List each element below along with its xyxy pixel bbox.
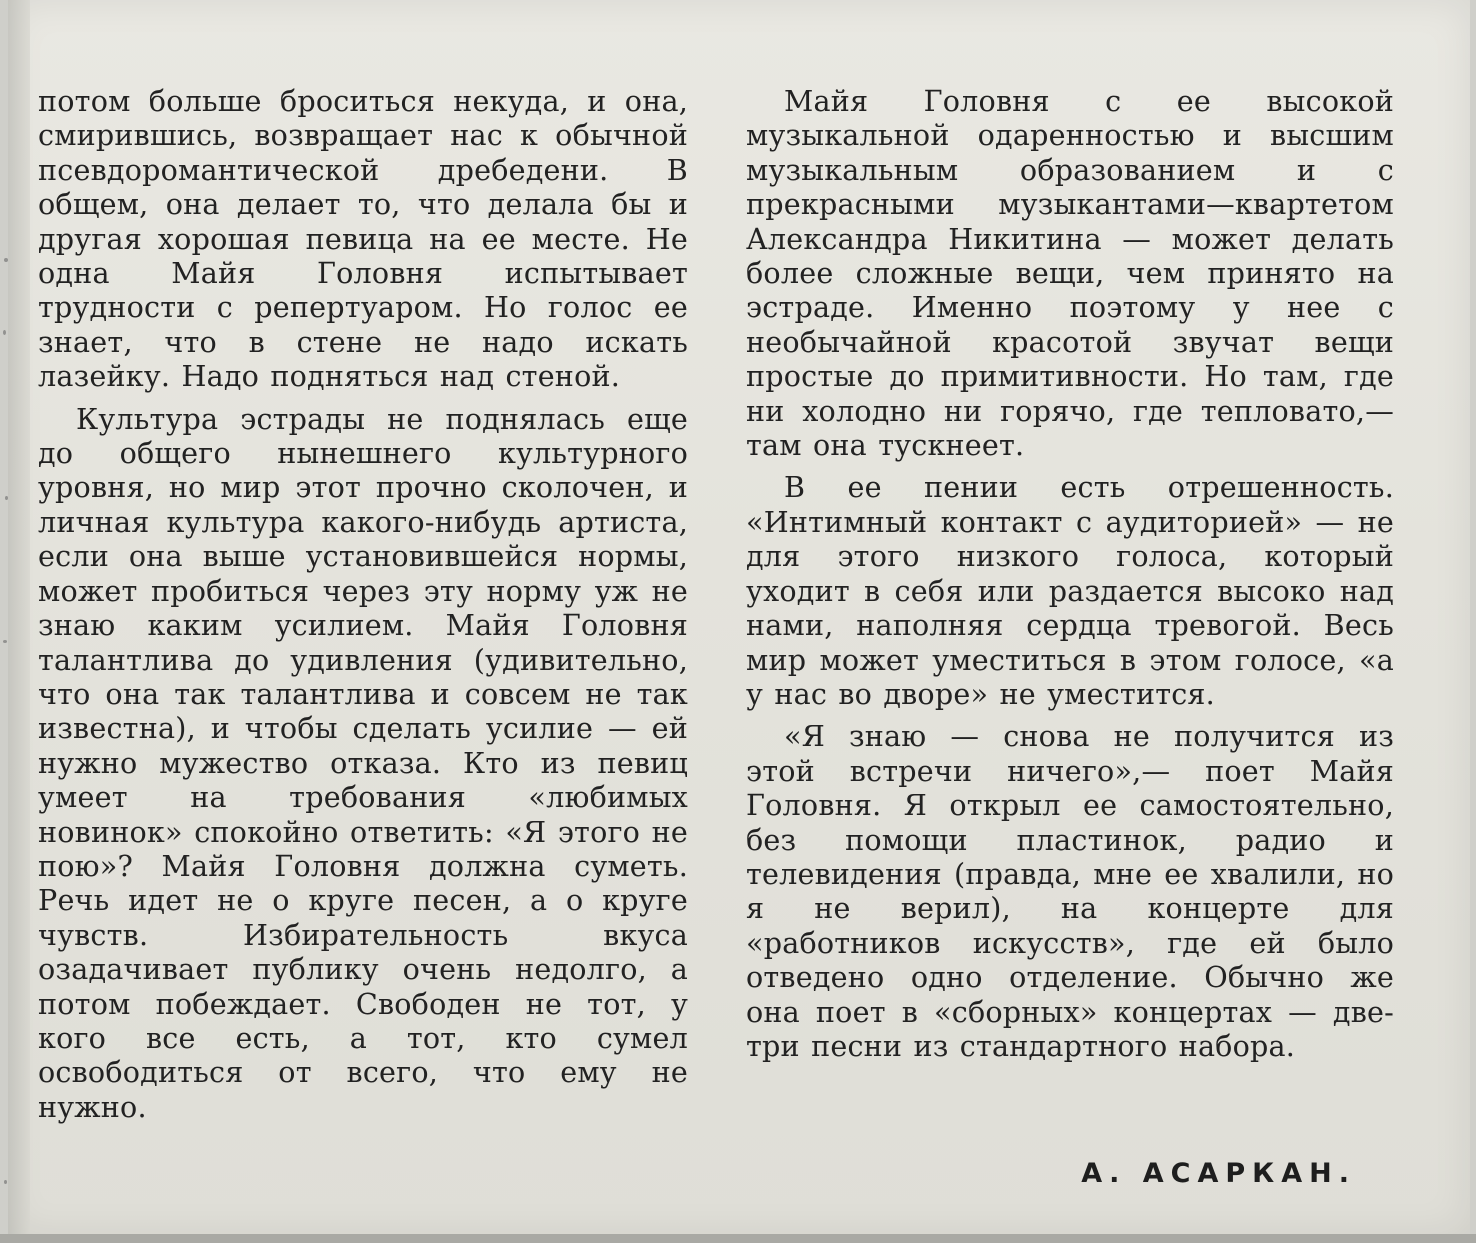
right-paragraph-2: В ее пении есть отрешенность. «Интимный контакт с аудиторией» — не для этого низкого голоса, который уходит в себя или раздается высоко над нами, наполняя сердца тревогой. Весь мир может уместиться в этом голосе, «а у нас во дворе» не уместится.	[746, 470, 1394, 711]
left-column	[38, 84, 688, 1132]
print-speck	[3, 330, 6, 335]
clipping-left-edge	[8, 0, 30, 1236]
print-speck	[3, 640, 7, 643]
left-paragraph-2: Культура эстрады не поднялась еще до общего нынешнего культурного уровня, но мир этот прочно сколочен, и личная культура какого-нибудь артиста, если она выше установившейся нормы, может пробиться через эту норму уж не знаю каким усилием. Майя Головня талантлива до удивления (удивительно, что она так талантлива и совсем не так известна), и чтобы сделать усилие — ей нужно мужество отказа. Кто из певиц умеет на требования «любимых новинок» спокойно ответить: «Я этого не пою»? Майя Головня должна суметь. Речь идет не о круге песен, а о круге чувств. Избирательность вкуса озадачивает публику очень недолго, а потом побеждает. Свободен не тот, у кого все есть, а тот, кто сумел освободиться от всего, что ему не нужно.	[38, 401, 688, 1124]
print-speck	[5, 496, 8, 500]
scan-bottom-border	[0, 1234, 1476, 1243]
left-paragraph-1: потом больше броситься некуда, и она, смирившись, возвращает нас к обычной псевдоромантической дребедени. В общем, она делает то, что делала бы и другая хорошая певица на ее месте. Не одна Майя Головня испытывает трудности с репертуаром. Но голос ее знает, что в стене не надо искать лазейку. Надо подняться над стеной.	[38, 84, 688, 394]
print-speck	[4, 1180, 7, 1184]
print-speck	[4, 258, 8, 262]
right-paragraph-1: Майя Головня с ее высокой музыкальной одаренностью и высшим музыкальным образованием и с прекрасными музыкантами—квартетом Александра Никитина — может делать более сложные вещи, чем принято на эстраде. Именно поэтому у нее с необычайной красотой звучат вещи простые до примитивности. Но там, где ни холодно ни горячо, где тепловато,— там она тускнеет.	[746, 84, 1394, 463]
author-signature: А. АСАРКАН.	[1081, 1158, 1356, 1189]
right-column	[746, 84, 1394, 1071]
right-paragraph-3: «Я знаю — снова не получится из этой встречи ничего»,— поет Майя Головня. Я открыл ее самостоятельно, без помощи пластинок, радио и телевидения (правда, мне ее хвалили, но я не верил), на концерте для «работников искусств», где ей было отведено одно отделение. Обычно же она поет в «сборных» концертах — две-три песни из стандартного набора.	[746, 719, 1394, 1063]
